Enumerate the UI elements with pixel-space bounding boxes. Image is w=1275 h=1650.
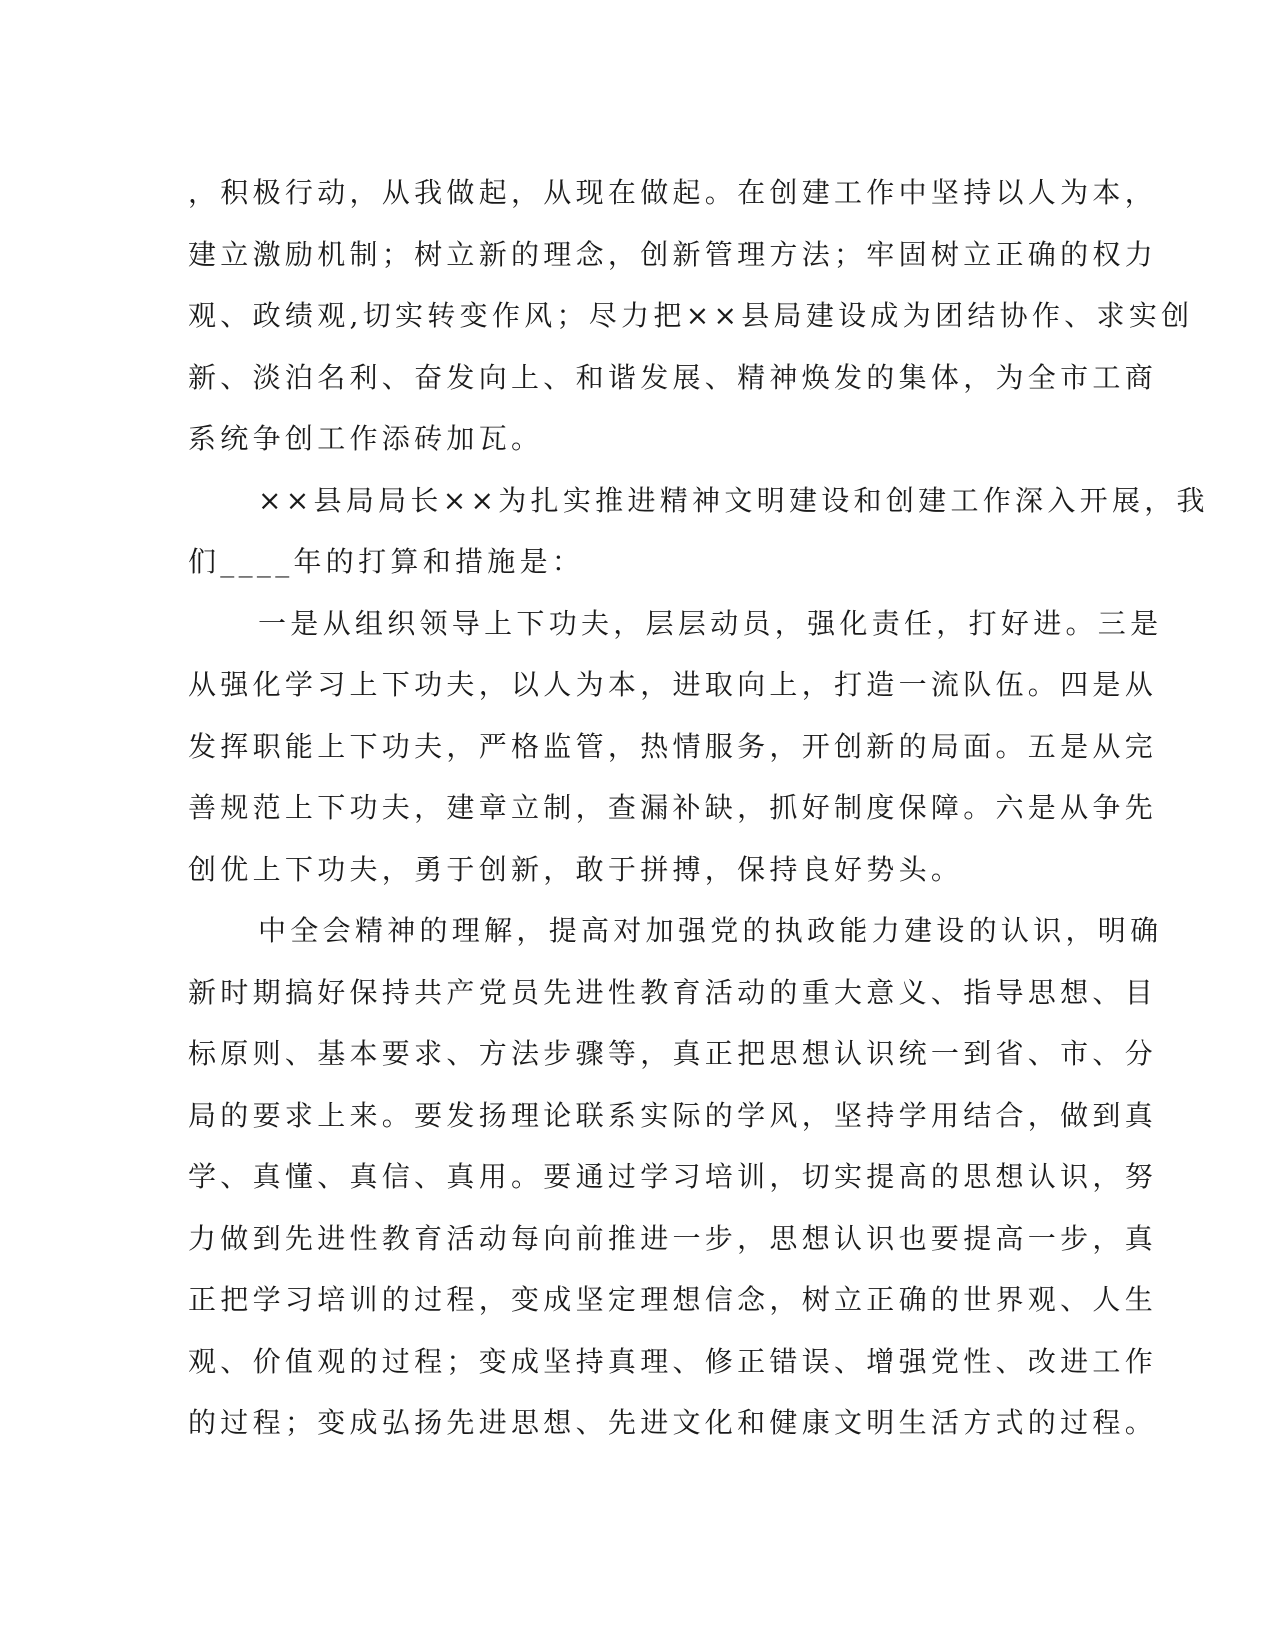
text-line: 局的要求上来。要发扬理论联系实际的学风，坚持学用结合，做到真 bbox=[188, 1098, 1158, 1132]
paragraph-3 bbox=[188, 593, 1163, 901]
text-line: 正把学习培训的过程，变成坚定理想信念，树立正确的世界观、人生 bbox=[188, 1283, 1158, 1316]
text-line: 学、真懂、真信、真用。要通过学习培训，切实提高的思想认识，努 bbox=[188, 1160, 1158, 1193]
text-line: 的过程；变成弘扬先进思想、先进文化和健康文明生活方式的过程。 bbox=[188, 1406, 1158, 1439]
text-line: 发挥职能上下功夫，严格监管，热情服务，开创新的局面。五是从完 bbox=[188, 729, 1158, 763]
text-line: 创优上下功夫，勇于创新，敢于拼搏，保持良好势头。 bbox=[188, 852, 964, 886]
text-line: 建立激励机制；树立新的理念，创新管理方法；牢固树立正确的权力 bbox=[188, 237, 1158, 271]
text-line: 标原则、基本要求、方法步骤等，真正把思想认识统一到省、市、分 bbox=[188, 1037, 1158, 1070]
text-line: ，积极行动，从我做起，从现在做起。在创建工作中坚持以人为本， bbox=[188, 176, 1158, 209]
text-line: 一是从组织领导上下功夫，层层动员，强化责任，打好进。三是 bbox=[258, 606, 1163, 640]
text-line: 新、淡泊名利、奋发向上、和谐发展、精神焕发的集体，为全市工商 bbox=[188, 360, 1158, 394]
text-line: 新时期搞好保持共产党员先进性教育活动的重大意义、指导思想、目 bbox=[188, 975, 1158, 1009]
text-line: 从强化学习上下功夫，以人为本，进取向上，打造一流队伍。四是从 bbox=[188, 668, 1158, 701]
text-line: 善规范上下功夫，建章立制，查漏补缺，抓好制度保障。六是从争先 bbox=[188, 791, 1158, 824]
paragraph-2 bbox=[188, 470, 1209, 593]
paragraph-4 bbox=[188, 900, 1163, 1454]
text-line: 力做到先进性教育活动每向前推进一步，思想认识也要提高一步，真 bbox=[188, 1221, 1158, 1255]
paragraph-1 bbox=[188, 162, 1194, 470]
text-line: 们____年的打算和措施是： bbox=[188, 545, 585, 578]
text-line: ××县局局长××为扎实推进精神文明建设和创建工作深入开展，我 bbox=[258, 483, 1209, 517]
text-line: 系统争创工作添砖加瓦。 bbox=[188, 422, 544, 455]
document-body bbox=[188, 162, 1209, 1454]
text-line: 观、政绩观,切实转变作风；尽力把××县局建设成为团结协作、求实创 bbox=[188, 299, 1194, 332]
text-line: 中全会精神的理解，提高对加强党的执政能力建设的认识，明确 bbox=[258, 914, 1163, 947]
text-line: 观、价值观的过程；变成坚持真理、修正错误、增强党性、改进工作 bbox=[188, 1344, 1158, 1378]
